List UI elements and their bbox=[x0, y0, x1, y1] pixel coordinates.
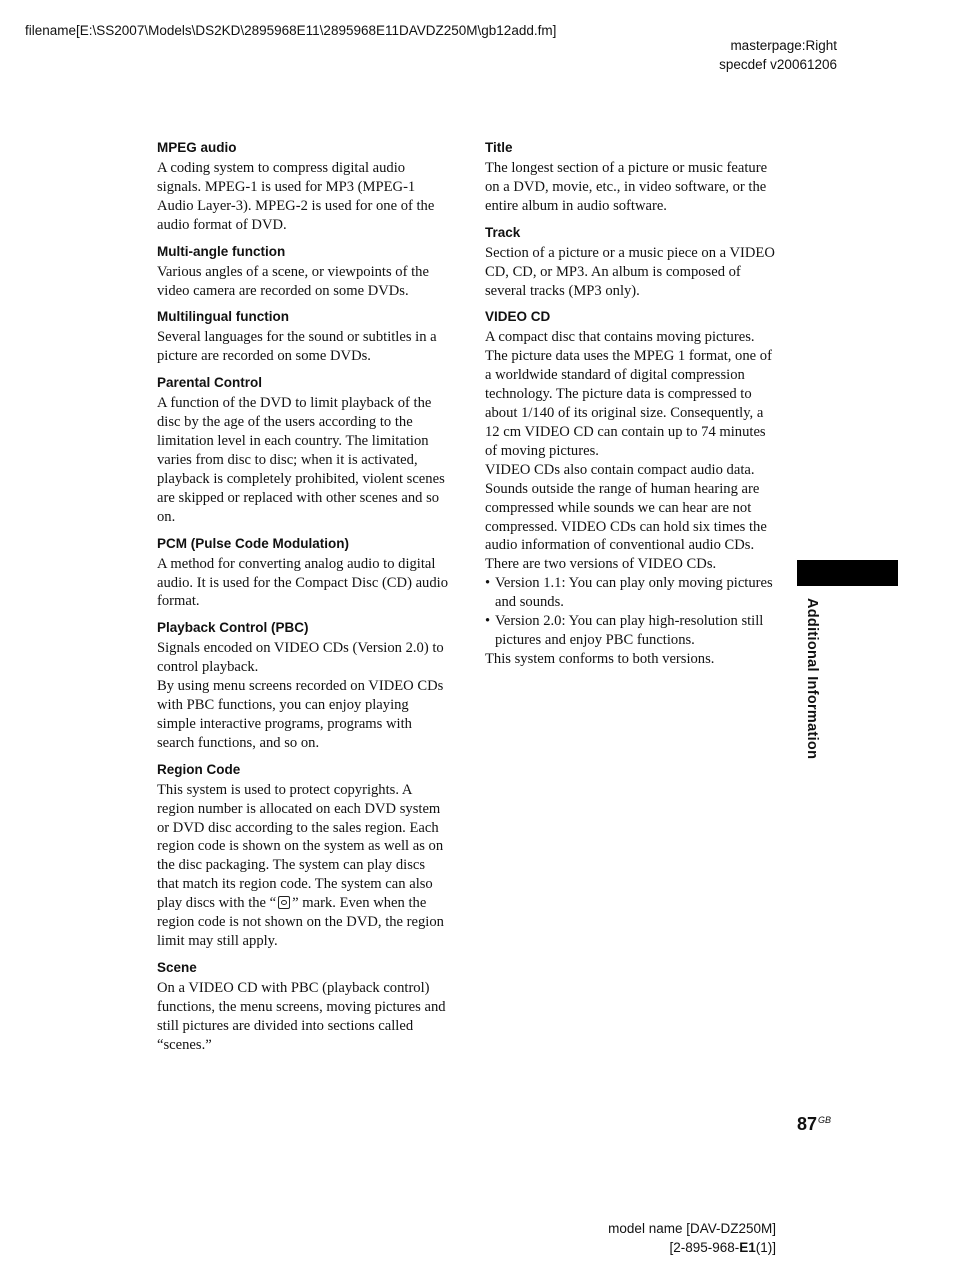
entry-term: Title bbox=[485, 140, 513, 155]
entry-definition bbox=[157, 781, 449, 951]
glossary-entry-pbc bbox=[157, 619, 449, 752]
header-masterpage: masterpage:Right bbox=[730, 38, 837, 53]
version-list bbox=[485, 574, 777, 650]
section-tab-label: Additional Information bbox=[804, 598, 820, 760]
glossary-entry-region-code bbox=[157, 761, 449, 951]
left-column bbox=[157, 139, 449, 1063]
entry-definition: Signals encoded on VIDEO CDs (Version 2.0) to control playback. bbox=[157, 640, 444, 676]
glossary-entry-multilingual bbox=[157, 308, 449, 366]
glossary-entry-pcm bbox=[157, 535, 449, 612]
header-masterpage-block bbox=[719, 36, 837, 74]
entry-term: Multi-angle function bbox=[157, 243, 286, 259]
entry-definition: Section of a picture or a music piece on a VIDEO CD, CD, or MP3. An album is composed of several tracks (MP3 only). bbox=[485, 244, 775, 299]
entry-definition-continued: VIDEO CDs also contain compact audio data. Sounds outside the range of human hearing are compressed while sounds we can hear are not compressed. VIDEO CDs can hold six times the audio information of conventional audio CDs. bbox=[485, 461, 767, 554]
entry-definition: The longest section of a picture or music feature on a DVD, movie, etc., in video software, or the entire album in audio software. bbox=[485, 160, 768, 214]
entry-definition: Several languages for the sound or subtitles in a picture are recorded on some DVDs. bbox=[157, 329, 437, 365]
footer-code bbox=[608, 1238, 776, 1257]
entry-definition: A method for converting analog audio to digital audio. It is used for the Compact Disc (CD) audio format. bbox=[157, 555, 449, 610]
entry-term: PCM (Pulse Code Modulation) bbox=[157, 535, 349, 551]
header-filename: filename[E:\SS2007\Models\DS2KD\2895968E11\2895968E11DAVDZ250M\gb12add.fm] bbox=[25, 23, 557, 38]
page-number-suffix: GB bbox=[818, 1115, 832, 1125]
glossary-entry-video-cd bbox=[485, 308, 777, 668]
entry-definition-versions-intro: There are two versions of VIDEO CDs. bbox=[485, 556, 717, 573]
entry-term: VIDEO CD bbox=[485, 309, 551, 325]
footer-code-suffix: (1)] bbox=[755, 1240, 776, 1255]
entry-definition: On a VIDEO CD with PBC (playback control) functions, the menu screens, moving pictures and still pictures are divided into sections called “scenes.” bbox=[157, 979, 446, 1053]
glossary-entry-parental-control bbox=[157, 374, 449, 526]
footer bbox=[608, 1219, 776, 1257]
page-number-value: 87 bbox=[797, 1114, 818, 1134]
definition-text-before-icon: This system is used to protect copyrights. A region number is allocated on each DVD system or DVD disc according to the sales region. Each region code is shown on the system as well as on the disc packaging. The system can play discs that match its region code. The system can also play discs with the “ bbox=[157, 781, 444, 912]
glossary-entry-mpeg-audio bbox=[157, 139, 449, 235]
page-number bbox=[797, 1114, 831, 1135]
entry-term: Parental Control bbox=[157, 375, 263, 391]
glossary-entry-scene bbox=[157, 959, 449, 1055]
footer-code-bold: E1 bbox=[739, 1240, 756, 1255]
entry-definition: A function of the DVD to limit playback of the disc by the age of the users according to the limitation level in each country. The limitation varies from disc to disc; when it is activated, playback is completely prohibited, violent scenes are skipped or replaced with other scenes and so on. bbox=[157, 395, 445, 525]
glossary-entry-multi-angle bbox=[157, 243, 449, 301]
entry-definition: A coding system to compress digital audio signals. MPEG-1 is used for MP3 (MPEG-1 Audio Layer-3). MPEG-2 is used for one of the audio format of DVD. bbox=[157, 160, 435, 233]
region-all-icon bbox=[278, 896, 290, 909]
footer-code-prefix: [2-895-968- bbox=[669, 1240, 740, 1255]
entry-definition-conclusion: This system conforms to both versions. bbox=[485, 650, 715, 667]
entry-term: Playback Control (PBC) bbox=[157, 620, 309, 636]
entry-term: MPEG audio bbox=[157, 140, 237, 155]
entry-definition-continued: By using menu screens recorded on VIDEO CDs with PBC functions, you can enjoy playing simple interactive programs, programs with search functions, and so on. bbox=[157, 678, 444, 751]
right-column bbox=[485, 139, 777, 677]
list-item: • Version 1.1: You can play only moving pictures and sounds. bbox=[485, 574, 777, 612]
glossary-entry-title bbox=[485, 139, 777, 216]
footer-model-name: model name [DAV-DZ250M] bbox=[608, 1221, 776, 1236]
list-item: • Version 2.0: You can play high-resolution still pictures and enjoy PBC functions. bbox=[485, 612, 777, 650]
entry-term: Track bbox=[485, 224, 521, 240]
entry-definition: A compact disc that contains moving pictures. The picture data uses the MPEG 1 format, one of a worldwide standard of digital compression technology. The picture data is compressed to about 1/140 of its original size. Consequently, a 12 cm VIDEO CD can contain up to 74 minutes of moving pictures. bbox=[485, 329, 772, 459]
entry-definition: Various angles of a scene, or viewpoints of the video camera are recorded on some DVDs. bbox=[157, 263, 429, 299]
definition-text-after-icon: ” mark. Even when the region code is not shown on the DVD, the region limit may still apply. bbox=[157, 895, 444, 949]
entry-term: Region Code bbox=[157, 761, 241, 777]
glossary-entry-track bbox=[485, 224, 777, 301]
header-specdef: specdef v20061206 bbox=[719, 57, 837, 72]
entry-term: Scene bbox=[157, 959, 197, 975]
entry-term: Multilingual function bbox=[157, 309, 289, 325]
section-tab-marker bbox=[797, 560, 898, 586]
